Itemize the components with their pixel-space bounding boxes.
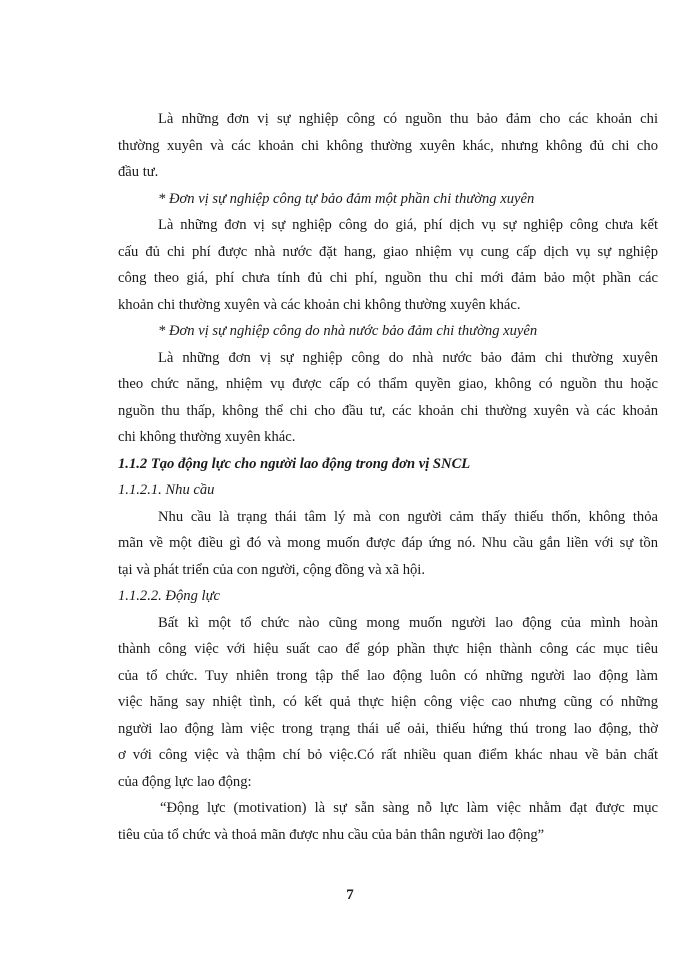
paragraph-line: Nhu cầu là trạng thái tâm lý mà con người cảm thấy thiếu thốn, không thỏa	[158, 508, 658, 525]
subsection-heading: 1.1.2.2. Động lực	[118, 588, 220, 604]
paragraph-line: theo chức năng, nhiệm vụ được cấp có thẩm quyền giao, không có nguồn thu hoặc	[118, 376, 658, 392]
paragraph-line: Bất kì một tổ chức nào cũng mong muốn người lao động của mình hoàn	[158, 614, 658, 631]
section-heading: 1.1.2 Tạo động lực cho người lao động trong đơn vị SNCL	[118, 455, 471, 472]
paragraph-line: tại và phát triển của con người, cộng đồng và xã hội.	[118, 561, 426, 578]
quote-line: “Động lực (motivation) là sự sẵn sàng nỗ lực làm việc nhằm đạt được mục	[160, 800, 658, 816]
paragraph-line: Là những đơn vị sự nghiệp công do giá, phí dịch vụ sự nghiệp công chưa kết	[158, 217, 658, 233]
paragraph-line: thường xuyên và các khoản chi không thường xuyên khác, nhưng không đủ chi cho	[118, 137, 658, 154]
paragraph-line: việc hăng say nhiệt tình, có kết quả thực hiện công việc cao nhưng cũng có những	[118, 694, 658, 710]
bullet-heading: * Đơn vị sự nghiệp công do nhà nước bảo đảm chi thường xuyên	[158, 323, 538, 339]
paragraph-line: của động lực lao động:	[118, 773, 252, 790]
body-text	[118, 106, 658, 848]
quote-line: tiêu của tổ chức và thoả mãn được nhu cầu của bản thân người lao động”	[118, 826, 545, 843]
paragraph-line: chi không thường xuyên khác.	[118, 429, 296, 445]
paragraph-line: của tổ chức. Tuy nhiên trong tập thể lao động luôn có những người lao động làm	[118, 667, 658, 684]
paragraph-line: công theo giá, phí chưa tính đủ chi phí, nguồn thu chỉ mới đảm bảo một phần các	[118, 270, 658, 286]
paragraph-line: cấu đủ chi phí được nhà nước đặt hang, giao nhiệm vụ cung cấp dịch vụ sự nghiệp	[118, 243, 658, 260]
paragraph-line: nguồn thu thấp, không thể chi cho đầu tư, các khoản chi thường xuyên và các khoản	[118, 402, 658, 419]
paragraph-line: người lao động làm việc trong trạng thái uể oải, thiếu hứng thú trong lao động, thờ	[118, 720, 658, 737]
paragraph-line: đầu tư.	[118, 164, 159, 180]
subsection-heading: 1.1.2.1. Nhu cầu	[118, 482, 215, 498]
paragraph-line: khoản chi thường xuyên và các khoản chi không thường xuyên khác.	[118, 296, 521, 313]
paragraph-line: Là những đơn vị sự nghiệp công có nguồn thu bảo đảm cho các khoản chi	[158, 111, 658, 127]
bullet-heading: * Đơn vị sự nghiệp công tự bảo đảm một phần chi thường xuyên	[158, 190, 535, 207]
paragraph-line: Là những đơn vị sự nghiệp công do nhà nước bảo đảm chi thường xuyên	[158, 349, 658, 366]
paragraph-line: ơ với công việc và thậm chí bỏ việc.Có rất nhiều quan điểm khác nhau về bản chất	[118, 747, 658, 763]
paragraph-line: mãn về một điều gì đó và mong muốn được đáp ứng nó. Nhu cầu gắn liền với sự tồn	[118, 535, 658, 551]
page-number: 7	[346, 887, 354, 903]
paragraph-line: thành công việc với hiệu suất cao để góp phần thực hiện thành công các mục tiêu	[118, 641, 658, 657]
